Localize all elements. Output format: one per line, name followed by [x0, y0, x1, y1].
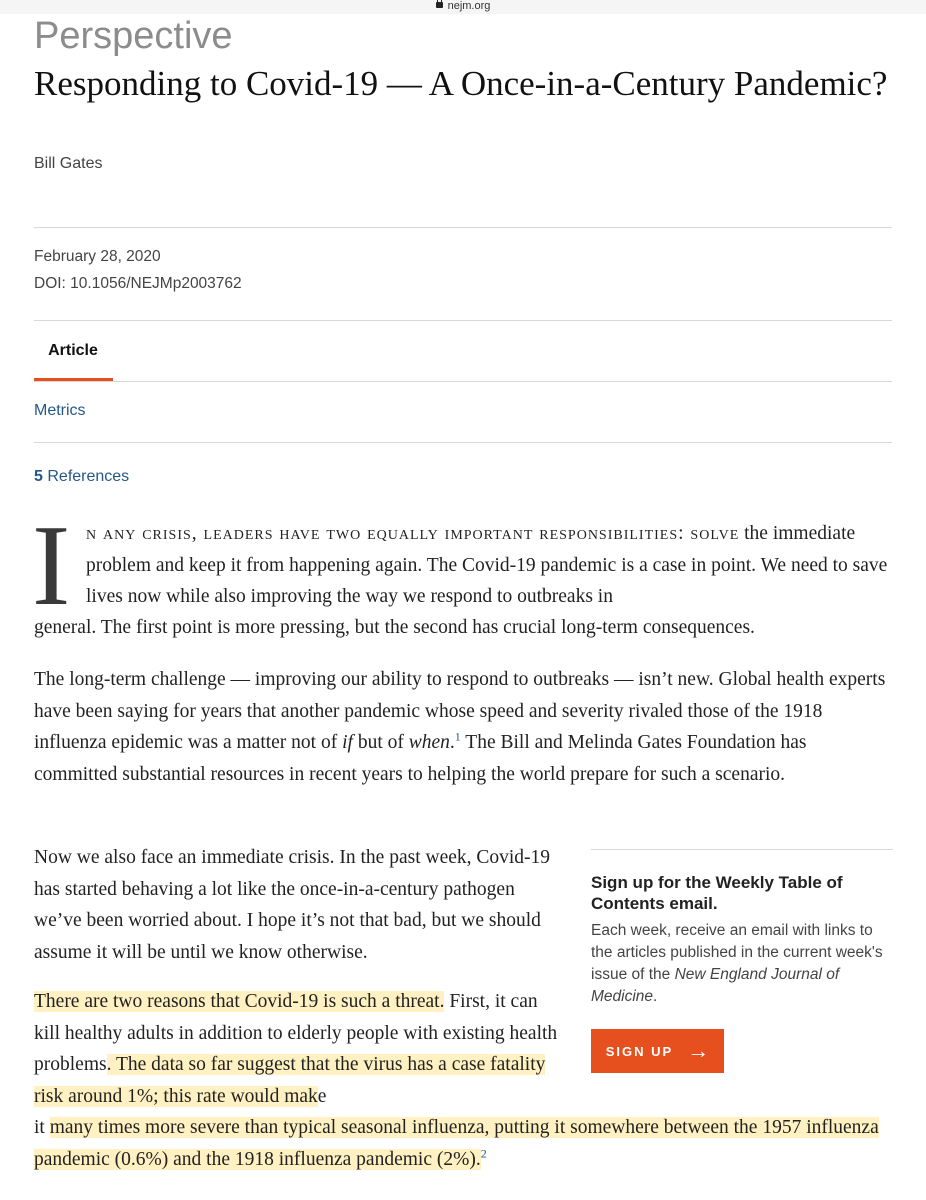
paragraph-3: Now we also face an immediate crisis. In the past week, Covid-19 has started behaving a lot like the once-in-a-century pathogen we’ve been worried about. I hope it’s not that bad, but we should assume it will be until we know otherwise. — [34, 847, 551, 963]
signup-description — [591, 920, 893, 1008]
tab-metrics[interactable]: Metrics — [34, 402, 86, 419]
paragraph-4-text: First, it can kill healthy adults in addition to elderly people with existing health problems — [34, 991, 558, 1075]
references-label: References — [47, 468, 130, 485]
signup-heading: Sign up for the Weekly Table of Contents email. — [591, 873, 843, 913]
paragraph-1 — [86, 518, 892, 613]
sign-up-button[interactable] — [591, 1029, 724, 1073]
paragraph-1-last-line: general. The first point is more pressing, but the second has crucial long-term consequences. — [34, 617, 755, 638]
divider — [34, 227, 892, 228]
paragraph-4-continued — [34, 1112, 904, 1175]
paragraph-2-text: The Bill and Melinda Gates Foundation has committed substantial resources in recent years to helping the world prepare for such a scenario. — [34, 732, 807, 785]
paragraph-1-rest: the immediate problem and keep it from happening again. The Covid-19 pandemic is a case in point. We need to save lives now while also improving the way we respond to outbreaks in — [86, 523, 888, 607]
newsletter-signup-box — [591, 849, 893, 1073]
emphasis-when: when — [408, 732, 450, 753]
sign-up-label: SIGN UP — [605, 1043, 674, 1059]
highlighted-text: many times more severe than typical seasonal influenza, putting it somewhere between the 1957 influenza pandemic (0.6%) and the 1918 influenza pandemic (2%). — [34, 1117, 879, 1170]
highlighted-text: There are two reasons that Covid-19 is such a threat. — [34, 991, 445, 1012]
emphasis-if: if — [342, 732, 353, 753]
author-name: Bill Gates — [34, 155, 103, 172]
paragraph-2-text: The long-term challenge — improving our ability to respond to outbreaks — isn’t new. Global health experts have been saying for years that another pandemic whose speed and severity rivaled those of the 1918 influenza epidemic was a matter not of — [34, 669, 886, 753]
paragraph-2-text: but of — [352, 732, 409, 753]
divider — [34, 320, 892, 321]
citation-2-link[interactable]: 2 — [480, 1146, 487, 1160]
section-label: Perspective — [34, 15, 233, 57]
browser-url-bar[interactable] — [0, 0, 926, 14]
tab-article[interactable]: Article — [48, 342, 98, 359]
paragraph-4 — [34, 986, 564, 1112]
highlighted-text: . The data so far suggest that the virus has a case fatality risk around 1%; this rate would mak — [34, 1054, 546, 1107]
references-link[interactable] — [34, 468, 129, 486]
url-text: nejm.org — [447, 0, 491, 12]
signup-text: Each week, receive an email with links to the articles published in the current week's issue of the — [591, 922, 883, 983]
paragraph-2: The long-term challenge — improving our ability to respond to outbreaks — isn’t new. Global health experts have been saying for years that another pandemic whose speed and severity rivaled those of the 1918 influenza epidemic was a matter not of if but of when.$^1$ The Bill and Melinda Gates Foundation has committed substantial resources in recent years to helping the world prepare for such a scenario. — [34, 669, 886, 785]
citation-1-link[interactable]: 1 — [454, 729, 461, 744]
signup-text: . — [653, 988, 658, 1005]
journal-name: New England Journal of Medicine — [591, 966, 840, 1005]
doi: DOI: 10.1056/NEJMp2003762 — [34, 275, 242, 292]
arrow-right-icon: → — [687, 1038, 710, 1063]
paragraph-4-text: e — [317, 1085, 327, 1107]
article-title: Responding to Covid-19 — A Once-in-a-Century Pandemic? — [34, 64, 888, 103]
drop-cap: I — [32, 502, 71, 629]
publish-date: February 28, 2020 — [34, 248, 161, 265]
paragraph-1-smallcaps: n any crisis, leaders have two equally important responsibilities: solve — [86, 523, 740, 544]
divider — [34, 381, 892, 382]
divider — [34, 442, 892, 443]
references-count: 5 — [34, 468, 43, 485]
paragraph-4-text: it — [34, 1117, 50, 1138]
lock-icon — [436, 2, 443, 8]
